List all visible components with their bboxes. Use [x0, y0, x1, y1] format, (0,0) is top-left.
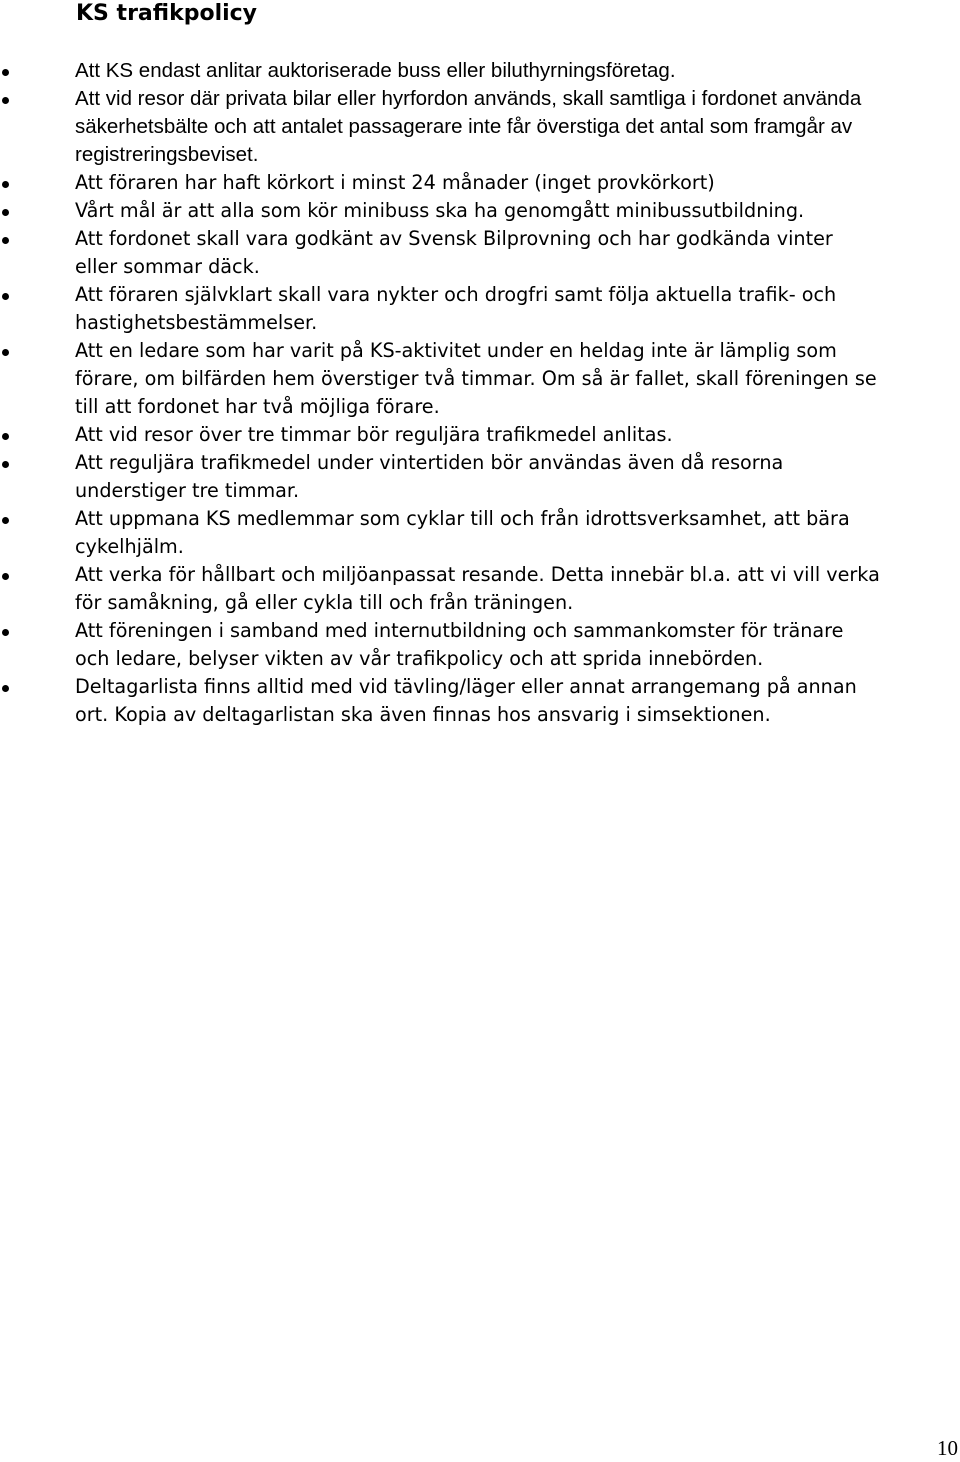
bullet-icon	[2, 237, 9, 244]
list-item	[0, 57, 880, 85]
list-item	[0, 85, 880, 169]
bullet-icon	[2, 461, 9, 468]
list-item	[0, 337, 880, 421]
list-item	[0, 421, 880, 449]
bullet-icon	[2, 685, 9, 692]
list-item	[0, 617, 880, 673]
bullet-icon	[2, 433, 9, 440]
list-item-text: Att fordonet skall vara godkänt av Svensk Bilprovning och har godkända vinter eller sommar däck.	[75, 227, 833, 278]
bullet-icon	[2, 573, 9, 580]
bullet-icon	[2, 209, 9, 216]
list-item	[0, 281, 880, 337]
bullet-icon	[2, 629, 9, 636]
bullet-icon	[2, 97, 9, 104]
list-item-text: Att föraren har haft körkort i minst 24 månader (inget provkörkort)	[75, 171, 715, 194]
list-item-text: Att vid resor där privata bilar eller hyrfordon används, skall samtliga i fordonet använda säkerhetsbälte och att antalet passagerare inte får överstiga det antal som framgår av registreringsbeviset.	[75, 87, 862, 166]
bullet-icon	[2, 349, 9, 356]
list-item-text: Att reguljära trafikmedel under vintertiden bör användas även då resorna understiger tre timmar.	[75, 451, 784, 502]
list-item	[0, 197, 880, 225]
list-item	[0, 673, 880, 729]
list-item-text: Att föraren självklart skall vara nykter och drogfri samt följa aktuella trafik- och hastighetsbestämmelser.	[75, 283, 837, 334]
list-item	[0, 169, 880, 197]
list-item	[0, 225, 880, 281]
policy-list	[0, 57, 880, 729]
bullet-icon	[2, 69, 9, 76]
list-item	[0, 505, 880, 561]
bullet-icon	[2, 293, 9, 300]
list-item-text: Att föreningen i samband med internutbildning och sammankomster för tränare och ledare, belyser vikten av vår trafikpolicy och att sprida innebörden.	[75, 619, 844, 670]
list-item-text: Att KS endast anlitar auktoriserade buss eller biluthyrningsföretag.	[75, 59, 676, 82]
list-item-text: Att en ledare som har varit på KS-aktivitet under en heldag inte är lämplig som förare, om bilfärden hem överstiger två timmar. Om så är fallet, skall föreningen se till att fordonet har två möjliga förare.	[75, 339, 877, 418]
list-item-text: Vårt mål är att alla som kör minibuss ska ha genomgått minibussutbildning.	[75, 199, 805, 222]
bullet-icon	[2, 517, 9, 524]
list-item-text: Att uppmana KS medlemmar som cyklar till och från idrottsverksamhet, att bära cykelhjälm.	[75, 507, 850, 558]
list-item-text: Deltagarlista finns alltid med vid tävling/läger eller annat arrangemang på annan ort. Kopia av deltagarlistan ska även finnas hos ansvarig i simsektionen.	[75, 675, 857, 726]
list-item	[0, 561, 880, 617]
bullet-icon	[2, 181, 9, 188]
list-item-text: Att vid resor över tre timmar bör reguljära trafikmedel anlitas.	[75, 423, 673, 446]
page-number: 10	[937, 1436, 958, 1460]
list-item-text: Att verka för hållbart och miljöanpassat resande. Detta innebär bl.a. att vi vill verka för samåkning, gå eller cykla till och från träningen.	[75, 563, 880, 614]
list-item	[0, 449, 880, 505]
page-title: KS trafikpolicy	[76, 1, 258, 26]
